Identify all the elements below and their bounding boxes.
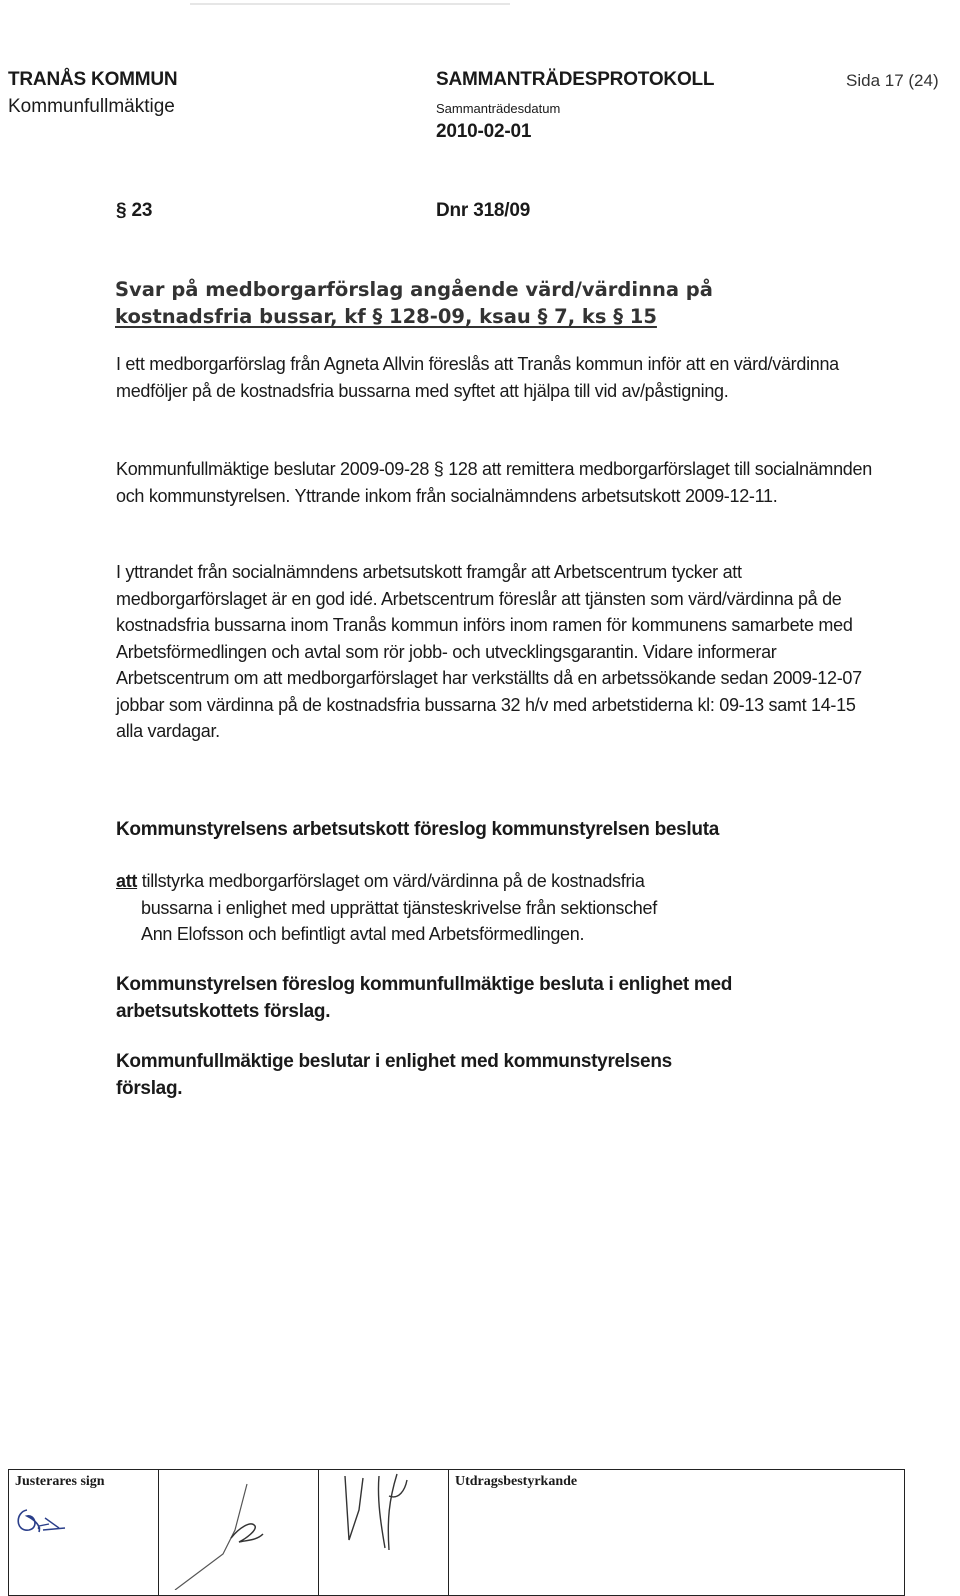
signature-cell-1 [9,1470,159,1596]
signature-cell-2 [159,1470,319,1596]
heading-ksau-proposal: Kommunstyrelsens arbetsutskott föreslog kommunstyrelsen besluta [116,819,719,840]
doc-type: SAMMANTRÄDESPROTOKOLL [436,69,715,90]
page-number: Sida 17 (24) [846,71,939,90]
meeting-date: 2010-02-01 [436,121,532,142]
org-name: TRANÅS KOMMUN [8,69,178,90]
heading-ks-proposal: Kommunstyrelsen föreslog kommunfullmäktige besluta i enlighet med arbetsutskottets förslag. [116,974,733,1022]
signature-table [8,1469,905,1596]
att-line1: tillstyrka medborgarförslaget om värd/värdinna på de kostnadsfria [137,871,645,891]
date-label: Sammanträdesdatum [436,101,561,116]
section-title-line2: kostnadsfria bussar, kf § 128-09, ksau § 7, ks § 15 [115,305,657,328]
certification-cell [449,1470,905,1596]
diary-number: Dnr 318/09 [436,200,531,221]
paragraph-3: I yttrandet från socialnämndens arbetsutskott framgår att Arbetscentrum tycker att medborgarförslaget är en god idé. Arbetscentrum föreslår att tjänsten som värd/värdinna på de kostnadsfria bussarna inom Tranås kommun införs inom ramen för kommunens samarbete med Arbetsförmedlingen och avtal som rör jobb- och utvecklingsgarantin. Vidare informerar Arbetscentrum om att medborgarförslaget har verkställts då en arbetssökande sedan 2009-12-07 jobbar som värdinna på de kostnadsfria bussarna 32 h/v med arbetstiderna kl: 09-13 samt 14-15 alla vardagar. [116,562,862,741]
paragraph-1: I ett medborgarförslag från Agneta Allvin föreslås att Tranås kommun inför att en värd/värdinna medföljer på de kostnadsfria bussarna med syftet att hjälpa till vid av/påstigning. [116,354,839,401]
signature-mark-1 [9,1490,149,1540]
signature-mark-2 [159,1480,319,1590]
decision-att-clause [116,868,876,948]
signature-mark-3 [319,1470,449,1554]
justerares-sign-label: Justerares sign [15,1474,105,1489]
heading-kf-decision: Kommunfullmäktige beslutar i enlighet med kommunstyrelsens förslag. [116,1051,672,1099]
scan-artifact-line [190,3,510,5]
signature-cell-3 [319,1470,449,1596]
section-title [115,276,795,330]
att-line2: bussarna i enlighet med upprättat tjänsteskrivelse från sektionschef [141,897,657,918]
utdragsbestyrkande-label: Utdragsbestyrkande [455,1474,578,1489]
paragraph-number: § 23 [116,200,153,221]
paragraph-2: Kommunfullmäktige beslutar 2009-09-28 § 128 att remittera medborgarförslaget till socialnämnden och kommunstyrelsen. Yttrande inkom från socialnämndens arbetsutskott 2009-12-11. [116,459,872,506]
section-title-line1: Svar på medborgarförslag angående värd/värdinna på [115,278,713,301]
att-line3: Ann Elofsson och befintligt avtal med Arbetsförmedlingen. [141,924,585,944]
att-keyword: att [116,871,138,891]
body-name: Kommunfullmäktige [8,96,175,117]
